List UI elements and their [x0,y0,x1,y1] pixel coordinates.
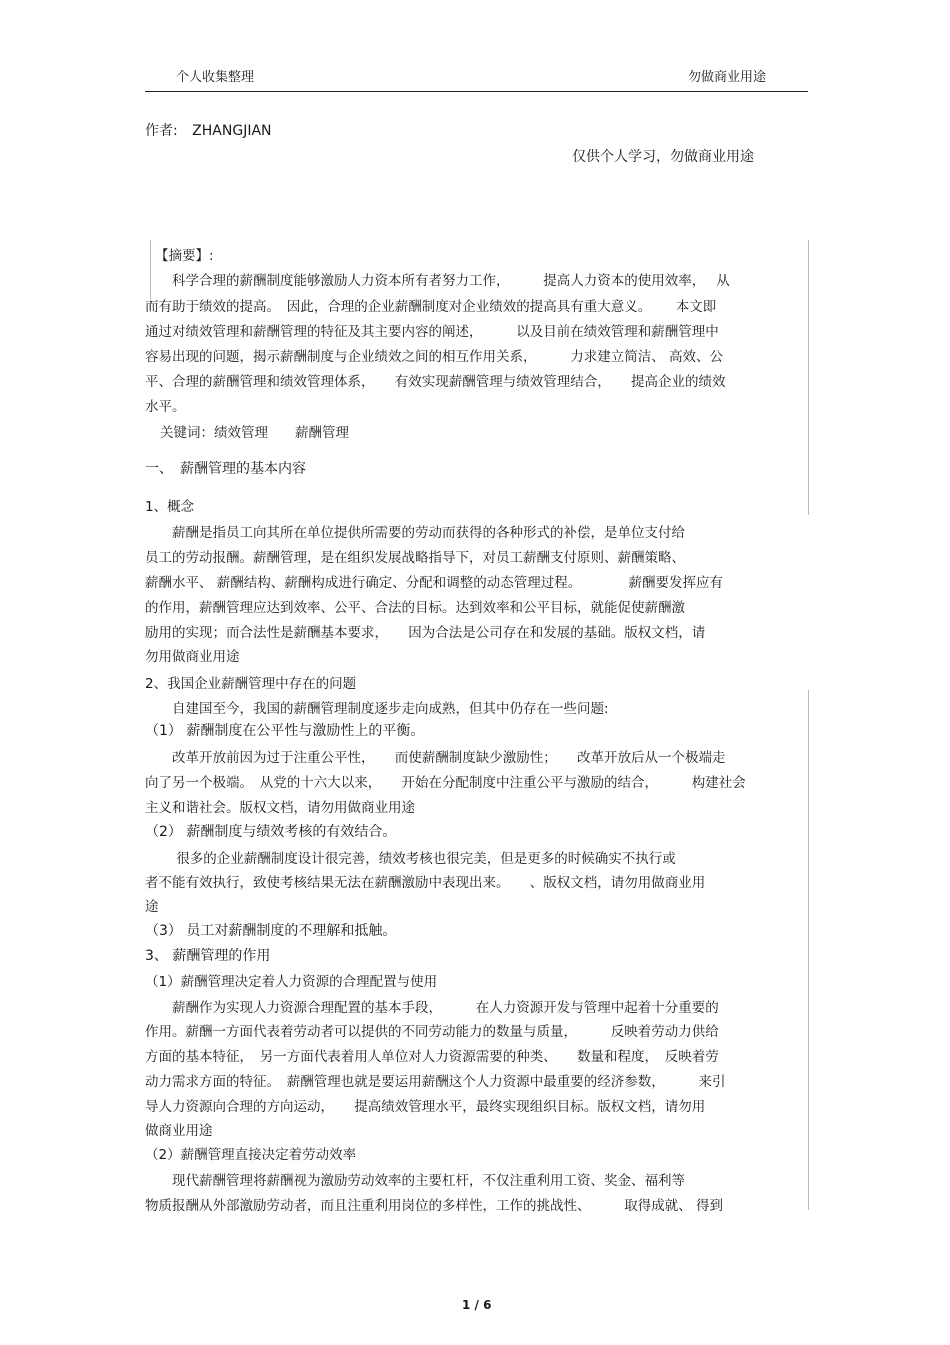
abstract-line: 容易出现的问题，揭示薪酬制度与企业绩效之间的相互作用关系， 力求建立简洁、 高效、公 [145,349,724,365]
right-border [808,240,809,515]
role-title: （2）薪酬管理直接决定着劳动效率 [145,1147,357,1163]
concept-line: 员工的劳动报酬。薪酬管理，是在组织发展战略指导下，对员工薪酬支付原则、薪酬策略、 [145,550,685,566]
abstract-line: 通过对绩效管理和薪酬管理的特征及其主要内容的阐述， 以及目前在绩效管理和薪酬管理中 [145,324,719,340]
subsection-heading: 3、 薪酬管理的作用 [145,948,271,964]
concept-line: 的作用，薪酬管理应达到效率、公平、合法的目标。达到效率和公平目标，就能促使薪酬激 [145,600,685,616]
problem-line: 主义和谐社会。版权文档，请勿用做商业用途 [145,800,415,816]
abstract-line: 水平。 [145,399,186,415]
role-line: 作用。薪酬一方面代表着劳动者可以提供的不同劳动能力的数量与质量， 反映着劳动力供给 [145,1024,719,1040]
problem-line: 改革开放前因为过于注重公平性， 而使薪酬制度缺少激励性； 改革开放后从一个极端走 [145,750,726,766]
subsection-heading: 2、我国企业薪酬管理中存在的问题 [145,676,357,692]
concept-line: 薪酬水平、 薪酬结构、薪酬构成进行确定、分配和调整的动态管理过程。 薪酬要发挥应有 [145,575,724,591]
right-border-lower [808,690,809,1210]
abstract-line: 科学合理的薪酬制度能够激励人力资本所有者努力工作， 提高人力资本的使用效率， 从 [145,273,730,289]
header-left: 个人收集整理 [176,70,255,85]
problem-line: 很多的企业薪酬制度设计很完善，绩效考核也很完美，但是更多的时候确实不执行或 [145,851,676,867]
problem-title: （2） 薪酬制度与绩效考核的有效结合。 [145,824,397,840]
header-rule [145,91,808,92]
problems-intro: 自建国至今，我国的薪酬管理制度逐步走向成熟，但其中仍存在一些问题: [145,701,609,717]
section-heading: 一、 薪酬管理的基本内容 [145,461,306,477]
role-line: 现代薪酬管理将薪酬视为激励劳动效率的主要杠杆，不仅注重利用工资、奖金、福利等 [145,1173,685,1189]
subsection-heading: 1、概念 [145,499,195,515]
author-name: ZHANGJIAN [192,123,272,139]
author-label: 作者: [145,123,178,139]
problem-line: 者不能有效执行，致使考核结果无法在薪酬激励中表现出来。 、版权文档，请勿用做商业用 [145,875,706,891]
role-line: 方面的基本特征， 另一方面代表着用人单位对人力资源需要的种类、 数量和程度， 反映着劳 [145,1049,719,1065]
abstract-heading: 【摘要】: [155,248,214,264]
role-line: 薪酬作为实现人力资源合理配置的基本手段， 在人力资源开发与管理中起着十分重要的 [145,1000,719,1016]
role-line: 物质报酬从外部激励劳动者，而且注重利用岗位的多样性，工作的挑战性、 取得成就、 得到 [145,1198,724,1214]
problem-title: （3） 员工对薪酬制度的不理解和抵触。 [145,923,397,939]
role-line: 做商业用途 [145,1123,213,1139]
usage-notice: 仅供个人学习，勿做商业用途 [572,149,754,165]
problem-line: 向了另一个极端。 从党的十六大以来， 开始在分配制度中注重公平与激励的结合， 构建社会 [145,775,746,791]
keywords: 关键词：绩效管理 薪酬管理 [160,425,349,441]
abstract-line: 而有助于绩效的提高。 因此，合理的企业薪酬制度对企业绩效的提高具有重大意义。 本文即 [145,299,717,315]
problem-title: （1） 薪酬制度在公平性与激励性上的平衡。 [145,723,425,739]
role-line: 导人力资源向合理的方向运动， 提高绩效管理水平，最终实现组织目标。版权文档，请勿用 [145,1099,706,1115]
concept-line: 薪酬是指员工向其所在单位提供所需要的劳动而获得的各种形式的补偿，是单位支付给 [145,525,685,541]
author-line [145,120,272,140]
problem-line: 途 [145,899,159,915]
concept-line: 励用的实现；而合法性是薪酬基本要求， 因为合法是公司存在和发展的基础。版权文档，请 [145,625,706,641]
role-line: 动力需求方面的特征。 薪酬管理也就是要运用薪酬这个人力资源中最重要的经济参数， 来引 [145,1074,726,1090]
header-right: 勿做商业用途 [688,70,767,85]
role-title: （1）薪酬管理决定着人力资源的合理配置与使用 [145,974,438,990]
concept-line: 勿用做商业用途 [145,649,240,665]
abstract-line: 平、合理的薪酬管理和绩效管理体系， 有效实现薪酬管理与绩效管理结合， 提高企业的绩效 [145,374,726,390]
page-number: 1 / 6 [462,1298,492,1312]
